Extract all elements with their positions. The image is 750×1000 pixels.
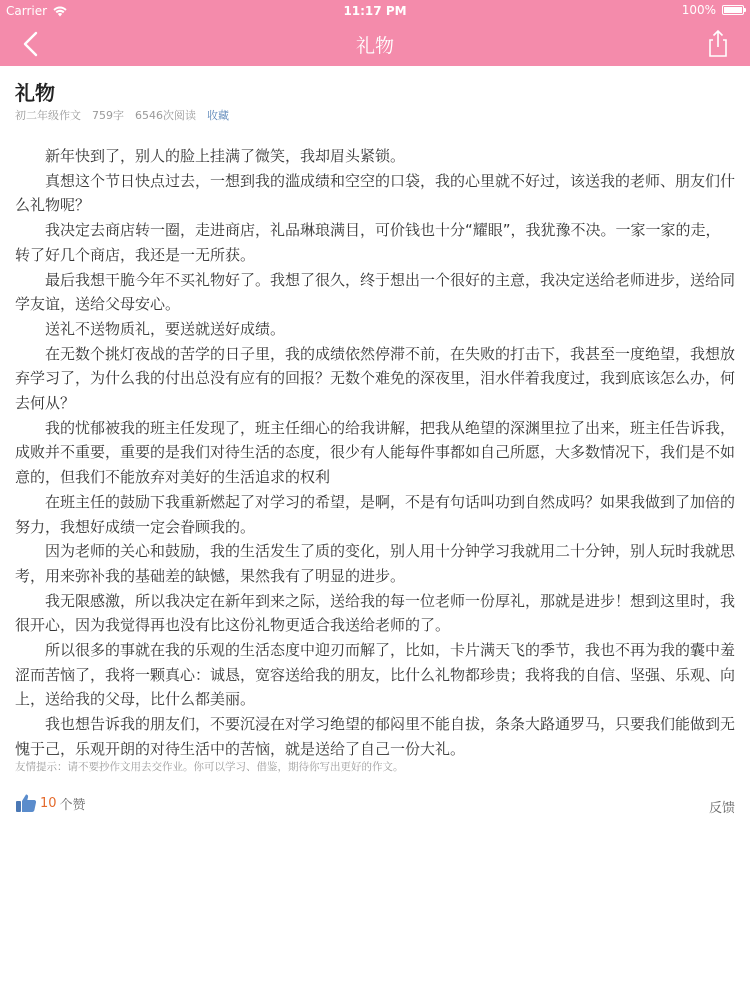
like-suffix: 个赞 — [59, 797, 86, 813]
paragraph: 送礼不送物质礼，要送就送好成绩。 — [45, 319, 286, 338]
paragraph: 所以很多的事就在我的乐观的生活态度中迎刃而解了，比如，卡片满天飞的季节，我也不再为我的囊中羞涩而苦恼了，我将一颗真心：诚恳，宽容送给我的朋友，比什么礼物都珍贵；我将我的自信、坚强、乐观、向上，送给我的父母，比什么都美丽。 — [15, 641, 736, 709]
thumbs-up-icon — [15, 793, 37, 813]
paragraph: 新年快到了，别人的脸上挂满了微笑，我却眉头紧锁。 — [45, 147, 406, 165]
status-bar — [0, 0, 750, 22]
top-bar — [0, 0, 750, 66]
paragraph: 我的忧郁被我的班主任发现了，班主任细心的给我讲解，把我从绝望的深渊里拉了出来，班主任告诉我，成败并不重要，重要的是我们对待生活的态度，很少有人能每件事都如自己所愿，大多数情况下，我们是不如意的，但我们不能放弃对美好的生活追求的权利 — [15, 418, 736, 487]
article-body — [15, 144, 735, 762]
like-button[interactable] — [15, 793, 86, 813]
meta-reads: 6546次阅读 — [135, 109, 196, 122]
paragraph: 在无数个挑灯夜战的苦学的日子里，我的成绩依然停滞不前，在失败的打击下，我甚至一度绝望，我想放弃学习了，为什么我的付出总没有应有的回报？无数个难免的深夜里，泪水伴着我度过，我到底该怎么办，何去何从？ — [15, 344, 736, 413]
friendly-tip: 友情提示：请不要抄作文用去交作业。你可以学习、借鉴，期待你写出更好的作文。 — [15, 761, 404, 773]
status-time: 11:17 PM — [343, 4, 407, 18]
page-title: 礼物 — [355, 35, 394, 57]
paragraph: 最后我想干脆今年不买礼物好了。我想了很久，终于想出一个很好的主意，我决定送给老师进步，送给同学友谊，送给父母安心。 — [15, 270, 736, 314]
carrier-label: Carrier — [6, 4, 48, 18]
paragraph: 我决定去商店转一圈，走进商店，礼品琳琅满目，可价钱也十分“耀眼”，我犹豫不决。一家一家的走，转了好几个商店，我还是一无所获。 — [15, 221, 721, 264]
paragraph: 真想这个节日快点过去，一想到我的滥成绩和空空的口袋，我的心里就不好过，该送我的老师、朋友们什么礼物呢？ — [15, 171, 736, 215]
paragraph: 在班主任的鼓励下我重新燃起了对学习的希望，是啊，不是有句话叫功到自然成吗？如果我做到了加倍的努力，我想好成绩一定会眷顾我的。 — [15, 492, 736, 536]
feedback-button[interactable]: 反馈 — [708, 801, 735, 816]
back-button[interactable] — [14, 26, 50, 62]
meta-word-count: 759字 — [92, 109, 124, 122]
status-right — [682, 3, 744, 17]
paragraph: 我无限感激，所以我决定在新年到来之际，送给我的每一位老师一份厚礼，那就是进步！想到这里时，我很开心，因为我觉得再也没有比这份礼物更适合我送给老师的了。 — [15, 591, 736, 635]
share-button[interactable] — [700, 26, 736, 62]
meta-category: 初二年级作文 — [15, 109, 81, 122]
favorite-link[interactable]: 收藏 — [207, 109, 229, 122]
share-icon — [700, 26, 736, 62]
article-title: 礼物 — [15, 81, 55, 105]
paragraph: 我也想告诉我的朋友们，不要沉浸在对学习绝望的郁闷里不能自拔，条条大路通罗马，只要我们能做到无愧于己，乐观开朗的对待生活中的苦恼，就是送给了自己一份大礼。 — [15, 715, 736, 758]
paragraph: 因为老师的关心和鼓励，我的生活发生了质的变化，别人用十分钟学习我就用二十分钟，别人玩时我就思考，用来弥补我的基础差的缺憾，果然我有了明显的进步。 — [15, 542, 736, 585]
battery-percent: 100% — [681, 3, 716, 17]
like-count: 10 — [40, 795, 57, 811]
chevron-left-icon — [14, 26, 50, 62]
article-meta — [15, 107, 229, 123]
nav-bar — [0, 22, 750, 66]
battery-icon — [722, 5, 744, 15]
